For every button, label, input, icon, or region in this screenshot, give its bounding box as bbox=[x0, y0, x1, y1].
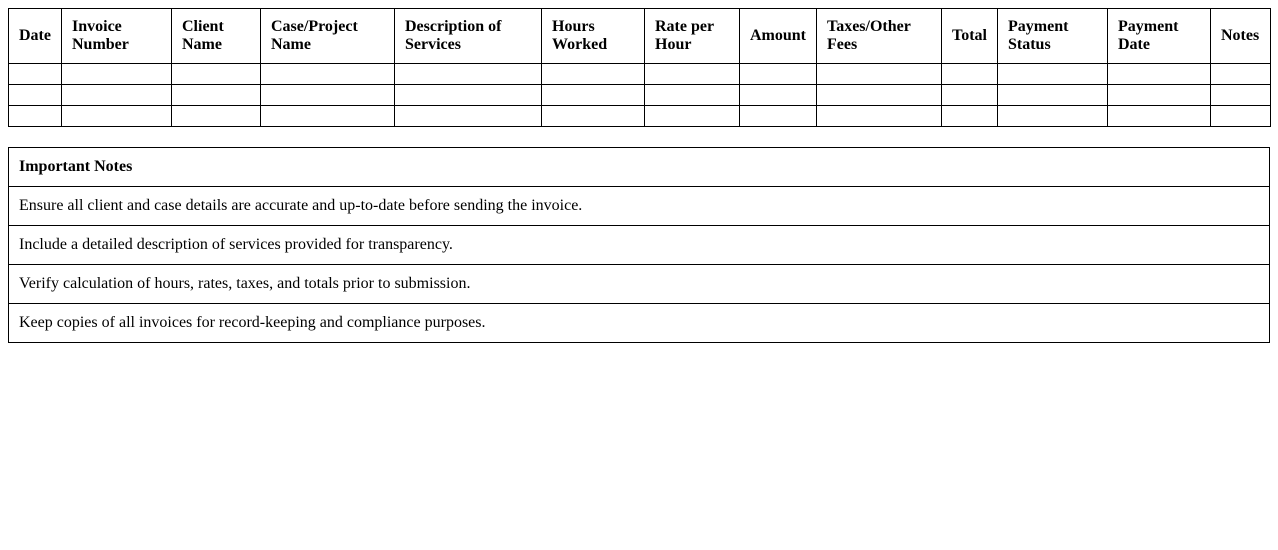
table-cell bbox=[1108, 106, 1211, 127]
table-cell bbox=[645, 64, 740, 85]
table-cell bbox=[261, 85, 395, 106]
table-cell bbox=[542, 106, 645, 127]
note-item: Verify calculation of hours, rates, taxes, and totals prior to submission. bbox=[9, 265, 1270, 304]
table-cell bbox=[740, 85, 817, 106]
table-cell bbox=[645, 106, 740, 127]
table-cell bbox=[645, 85, 740, 106]
notes-title-row bbox=[9, 148, 1270, 187]
table-cell bbox=[395, 106, 542, 127]
header-hours-worked: Hours Worked bbox=[542, 9, 645, 64]
table-cell bbox=[817, 106, 942, 127]
header-case-project-name: Case/Project Name bbox=[261, 9, 395, 64]
header-row bbox=[9, 9, 1271, 64]
table-cell bbox=[1211, 64, 1271, 85]
table-cell bbox=[1211, 85, 1271, 106]
header-date: Date bbox=[9, 9, 62, 64]
note-item: Ensure all client and case details are accurate and up-to-date before sending the invoice. bbox=[9, 187, 1270, 226]
header-description-of-services: Description of Services bbox=[395, 9, 542, 64]
table-cell bbox=[817, 85, 942, 106]
table-cell bbox=[1108, 64, 1211, 85]
table-cell bbox=[998, 64, 1108, 85]
note-item: Include a detailed description of services provided for transparency. bbox=[9, 226, 1270, 265]
table-cell bbox=[261, 64, 395, 85]
header-amount: Amount bbox=[740, 9, 817, 64]
invoice-table-header bbox=[9, 9, 1271, 64]
table-cell bbox=[395, 64, 542, 85]
table-cell bbox=[817, 64, 942, 85]
table-cell bbox=[1108, 85, 1211, 106]
header-payment-date: Payment Date bbox=[1108, 9, 1211, 64]
notes-title: Important Notes bbox=[9, 148, 1270, 187]
table-cell bbox=[62, 85, 172, 106]
header-notes: Notes bbox=[1211, 9, 1271, 64]
table-row bbox=[9, 106, 1271, 127]
table-cell bbox=[740, 64, 817, 85]
header-invoice-number: Invoice Number bbox=[62, 9, 172, 64]
table-cell bbox=[172, 64, 261, 85]
list-item bbox=[9, 187, 1270, 226]
header-payment-status: Payment Status bbox=[998, 9, 1108, 64]
table-cell bbox=[62, 106, 172, 127]
table-cell bbox=[9, 106, 62, 127]
list-item bbox=[9, 304, 1270, 343]
table-cell bbox=[9, 85, 62, 106]
header-rate-per-hour: Rate per Hour bbox=[645, 9, 740, 64]
table-cell bbox=[62, 64, 172, 85]
table-cell bbox=[942, 106, 998, 127]
table-cell bbox=[9, 64, 62, 85]
table-cell bbox=[172, 106, 261, 127]
list-item bbox=[9, 265, 1270, 304]
table-cell bbox=[998, 106, 1108, 127]
table-cell bbox=[542, 64, 645, 85]
note-item: Keep copies of all invoices for record-keeping and compliance purposes. bbox=[9, 304, 1270, 343]
header-total: Total bbox=[942, 9, 998, 64]
table-cell bbox=[261, 106, 395, 127]
table-row bbox=[9, 64, 1271, 85]
invoice-table-body bbox=[9, 64, 1271, 127]
table-cell bbox=[542, 85, 645, 106]
list-item bbox=[9, 226, 1270, 265]
table-cell bbox=[942, 85, 998, 106]
table-cell bbox=[1211, 106, 1271, 127]
table-row bbox=[9, 85, 1271, 106]
table-cell bbox=[395, 85, 542, 106]
important-notes-table bbox=[8, 147, 1270, 343]
table-cell bbox=[740, 106, 817, 127]
table-cell bbox=[942, 64, 998, 85]
table-cell bbox=[998, 85, 1108, 106]
header-taxes-other-fees: Taxes/Other Fees bbox=[817, 9, 942, 64]
invoice-table bbox=[8, 8, 1271, 127]
header-client-name: Client Name bbox=[172, 9, 261, 64]
table-cell bbox=[172, 85, 261, 106]
